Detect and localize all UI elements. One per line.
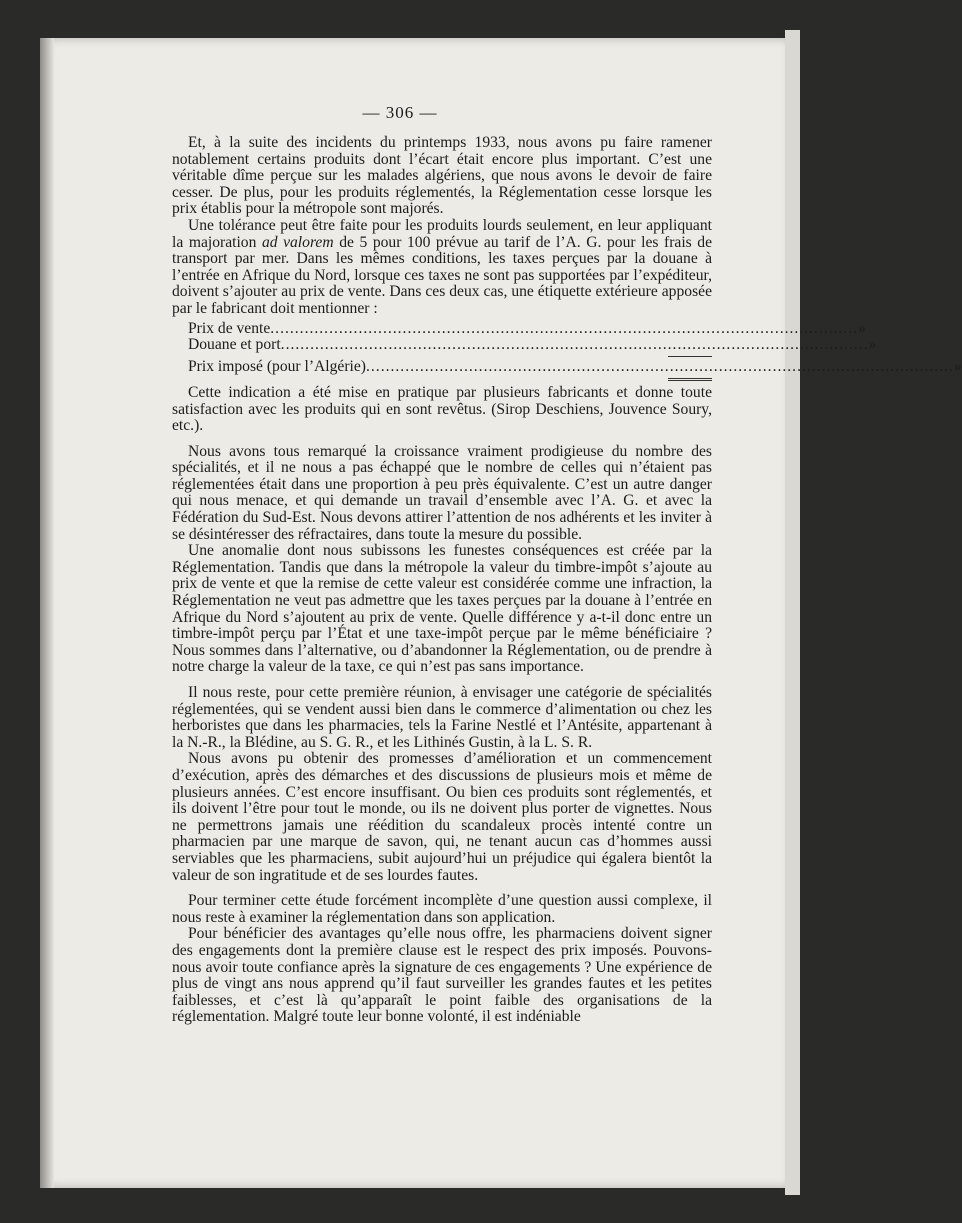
next-page-edge — [785, 30, 800, 1195]
paragraph-1: Et, à la suite des incidents du printemps 1933, nous avons pu faire ramener notablement certains produits dont l’écart était encore plus important. C’est une véritable dîme perçue sur les malades algériens, que nous avons le devoir de faire cesser. De plus, pour les produits réglementés, la Réglementation cesse lorsque les prix établis pour la métropole sont majorés. — [172, 134, 712, 218]
dot-leader: ........................................................................................................................ — [366, 358, 954, 376]
sum-rule — [668, 356, 712, 357]
dot-leader: ........................................................................................................................ — [280, 336, 869, 354]
body-text — [172, 134, 962, 1026]
book-gutter — [40, 38, 54, 1188]
page-number: — 306 — — [362, 103, 438, 122]
paragraph-9: Pour bénéficier des avantages qu’elle nous offre, les pharmaciens doivent signer des engagements dont la première clause est le respect des prix imposés. Pouvons-nous avoir toute confiance après la signature de ces engagements ? Une expérience de plus de vingt ans nous apprend qu’il faut surveiller les grandes fautes et les petites faiblesses, et c’est là qu’apparaît le point faible des organisations de la réglementation. Malgré toute leur bonne volonté, il est indéniable — [172, 925, 712, 1026]
paragraph-7: Nous avons pu obtenir des promesses d’amélioration et un commencement d’exécution, après des démarches et des discussions de plusieurs mois et même de plusieurs années. C’est encore insuffisant. Ou bien ces produits sont réglementés, et ils doivent l’être pour tout le monde, ou ils ne doivent plus porter de vignettes. Nous ne permettrons jamais une réédition du scandaleux procès intenté contre un pharmacien par une marque de savon, qui, ne tenant aucun cas d’hommes aussi serviables que les pharmaciens, subit aujourd’hui un préjudice qui égalera bientôt la valeur de son ingratitude et de ses lourdes fautes. — [172, 750, 712, 884]
total-double-rule — [668, 378, 712, 381]
paragraph-8: Pour terminer cette étude forcément incomplète d’une question aussi complexe, il nous reste à examiner la réglementation dans son application. — [172, 892, 712, 926]
price-row-value: » — [868, 336, 877, 354]
price-row-label: Prix imposé (pour l’Algérie) — [188, 358, 366, 376]
paragraph-2-part-2: de 5 pour 100 prévue au tarif de l’A. G. pour les frais de transport par mer. Dans les mêmes conditions, les taxes perçues par la douane à l’entrée en Afrique du Nord, lorsque ces taxes ne sont pas supportées par l’expéditeur, doivent s’ajouter au prix de vente. Dans ces deux cas, une étiquette extérieure apposée par le fabricant doit mentionner : — [172, 233, 713, 317]
price-row-sale — [188, 319, 866, 338]
price-row-value: » — [858, 319, 866, 337]
price-row-label: Prix de vente — [188, 319, 271, 337]
paragraph-6: Il nous reste, pour cette première réunion, à envisager une catégorie de spécialités réglementées, qui se vendent aussi bien dans le commerce d’alimentation ou chez les herboristes que dans les pharmacies, tels la Farine Nestlé et l’Antésite, appartenant à la N.-R., la Blédine, au S. G. R., et les Lithinés Gustin, à la L. S. R. — [172, 684, 712, 751]
price-row-imposed — [188, 358, 962, 376]
paragraph-4: Nous avons tous remarqué la croissance vraiment prodigieuse du nombre des spécialités, et il ne nous a pas échappé que le nombre de celles qui n’étaient pas réglementées était dans une proportion à peu près équivalente. C’est un autre danger qui nous menace, et qui demande un travail d’ensemble avec l’A. G. et avec la Fédération du Sud-Est. Nous devons attirer l’attention de nos adhérents et les inviter à se désintéresser des réfractaires, dans toute la mesure du possible. — [172, 442, 712, 543]
paragraph-2-italic: ad valorem — [261, 233, 334, 251]
paragraph-3: Cette indication a été mise en pratique par plusieurs fabricants et donne toute satisfaction avec les produits qui en sont revêtus. (Sirop Deschiens, Jouvence Soury, etc.). — [172, 383, 712, 435]
price-list — [188, 319, 962, 381]
price-row-customs — [188, 336, 877, 354]
paragraph-5: Une anomalie dont nous subissons les funestes conséquences est créée par la Réglementation. Tandis que dans la métropole la valeur du timbre-impôt s’ajoute au prix de vente et que la remise de cette valeur est considérée comme une infraction, la Réglementation ne veut pas admettre que les taxes perçues par la douane à l’entrée en Afrique du Nord s’ajoutent au prix de vente. Quelle différence y a-t-il donc entre un timbre-impôt perçu par l’État et une taxe-impôt perçue par le même bénéficiaire ? Nous sommes dans l’alternative, ou d’abandonner la Réglementation, ou de prendre à notre charge la valeur de la taxe, ce qui n’est pas sans importance. — [172, 542, 712, 676]
paragraph-2 — [172, 218, 712, 318]
price-row-label: Douane et port — [188, 336, 281, 354]
paragraph-2-part-1: Une tolérance peut être faite pour les produits lourds seulement, en leur appliquant la majoration — [172, 216, 712, 251]
dot-leader: ........................................................................................................................ — [270, 319, 859, 337]
price-row-value: » — [953, 358, 962, 376]
